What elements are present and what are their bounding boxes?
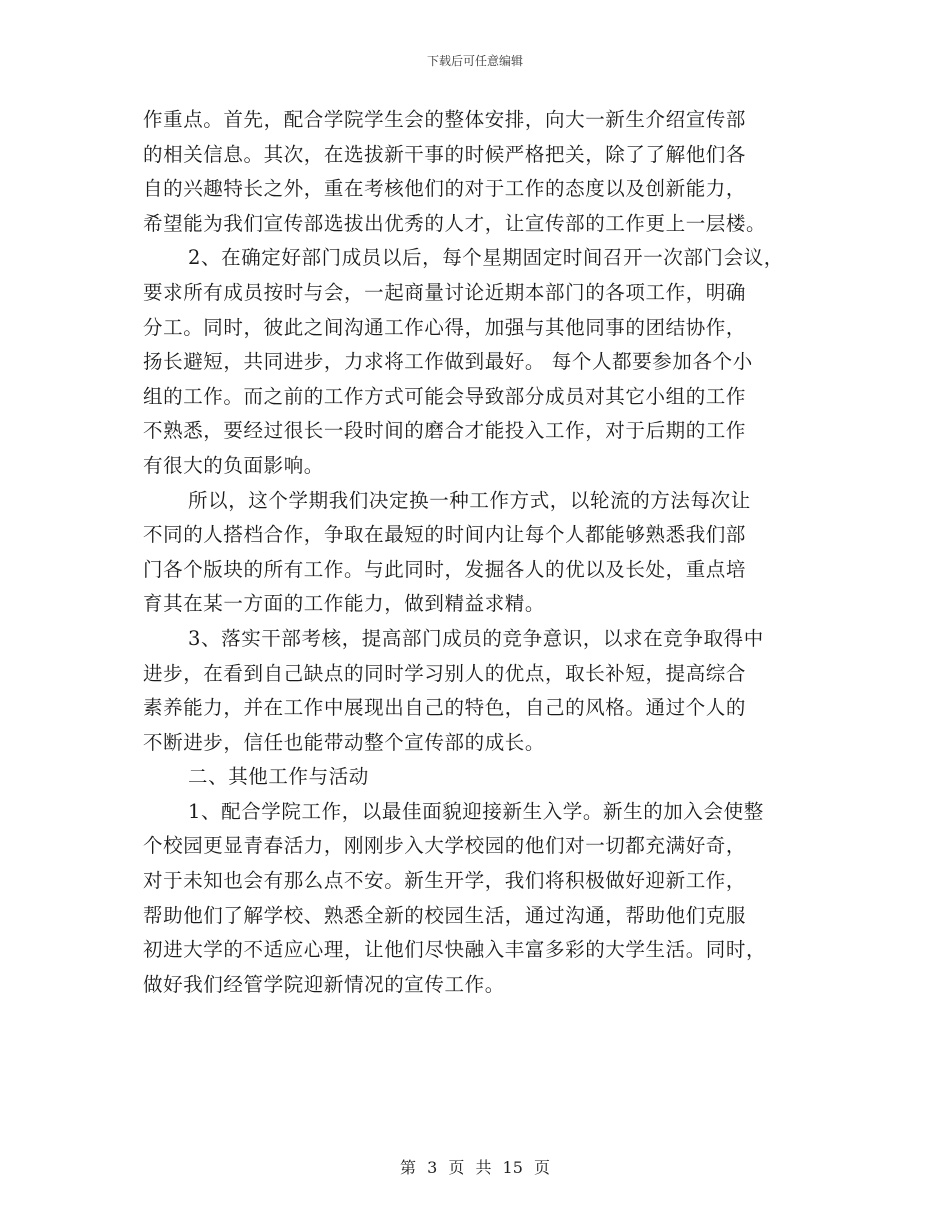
text-line: 所以，这个学期我们决定换一种工作方式，以轮流的方法每次让	[188, 488, 751, 512]
text-line: 二、其他工作与活动	[188, 765, 369, 789]
text-line: 不熟悉，要经过很长一段时间的磨合才能投入工作，对于后期的工作	[143, 419, 747, 443]
text-line: 不同的人搭档合作，争取在最短的时间内让每个人都能够熟悉我们部	[143, 523, 747, 547]
text-line: 个校园更显青春活力，刚刚步入大学校园的他们对一切都充满好奇，	[143, 834, 747, 858]
text-line: 不断进步，信任也能带动整个宣传部的成长。	[143, 730, 546, 754]
text-line: 扬长避短，共同进步，力求将工作做到最好。 每个人都要参加各个小	[143, 350, 753, 374]
text-line: 自的兴趣特长之外，重在考核他们的对于工作的态度以及创新能力，	[143, 177, 747, 201]
text-line: 门各个版块的所有工作。与此同时，发掘各人的优以及长处，重点培	[143, 557, 747, 581]
text-line: 1、配合学院工作，以最佳面貌迎接新生入学。新生的加入会使整	[188, 799, 764, 823]
text-line: 进步，在看到自己缺点的同时学习别人的优点，取长补短，提高综合	[143, 661, 747, 685]
text-line: 3、落实干部考核，提高部门成员的竞争意识，以求在竞争取得中	[188, 626, 764, 650]
text-line: 分工。同时，彼此之间沟通工作心得，加强与其他同事的团结协作，	[143, 315, 747, 339]
text-line: 作重点。首先，配合学院学生会的整体安排，向大一新生介绍宣传部	[143, 108, 747, 131]
text-line: 要求所有成员按时与会，一起商量讨论近期本部门的各项工作，明确	[143, 280, 747, 304]
text-line: 育其在某一方面的工作能力，做到精益求精。	[143, 592, 546, 616]
text-line: 希望能为我们宣传部选拔出优秀的人才，让宣传部的工作更上一层楼。	[143, 211, 767, 235]
text-line: 的相关信息。其次，在选拔新干事的时候严格把关，除了了解他们各	[143, 142, 747, 166]
text-line: 2、在确定好部门成员以后，每个星期固定时间召开一次部门会议，	[188, 246, 784, 270]
text-line: 素养能力，并在工作中展现出自己的特色，自己的风格。通过个人的	[143, 696, 747, 720]
text-line: 初进大学的不适应心理，让他们尽快融入丰富多彩的大学生活。同时，	[143, 938, 767, 962]
text-line: 做好我们经管学院迎新情况的宣传工作。	[143, 972, 505, 996]
text-line: 组的工作。而之前的工作方式可能会导致部分成员对其它小组的工作	[143, 384, 747, 408]
document-body	[143, 103, 823, 1002]
text-line: 有很大的负面影响。	[143, 453, 324, 477]
page-footer: 第 3 页 共 15 页	[400, 1158, 550, 1177]
text-line: 对于未知也会有那么点不安。新生开学，我们将积极做好迎新工作，	[143, 869, 747, 893]
text-line: 帮助他们了解学校、熟悉全新的校园生活，通过沟通，帮助他们克服	[143, 903, 747, 927]
page-header: 下载后可任意编辑	[426, 54, 523, 68]
